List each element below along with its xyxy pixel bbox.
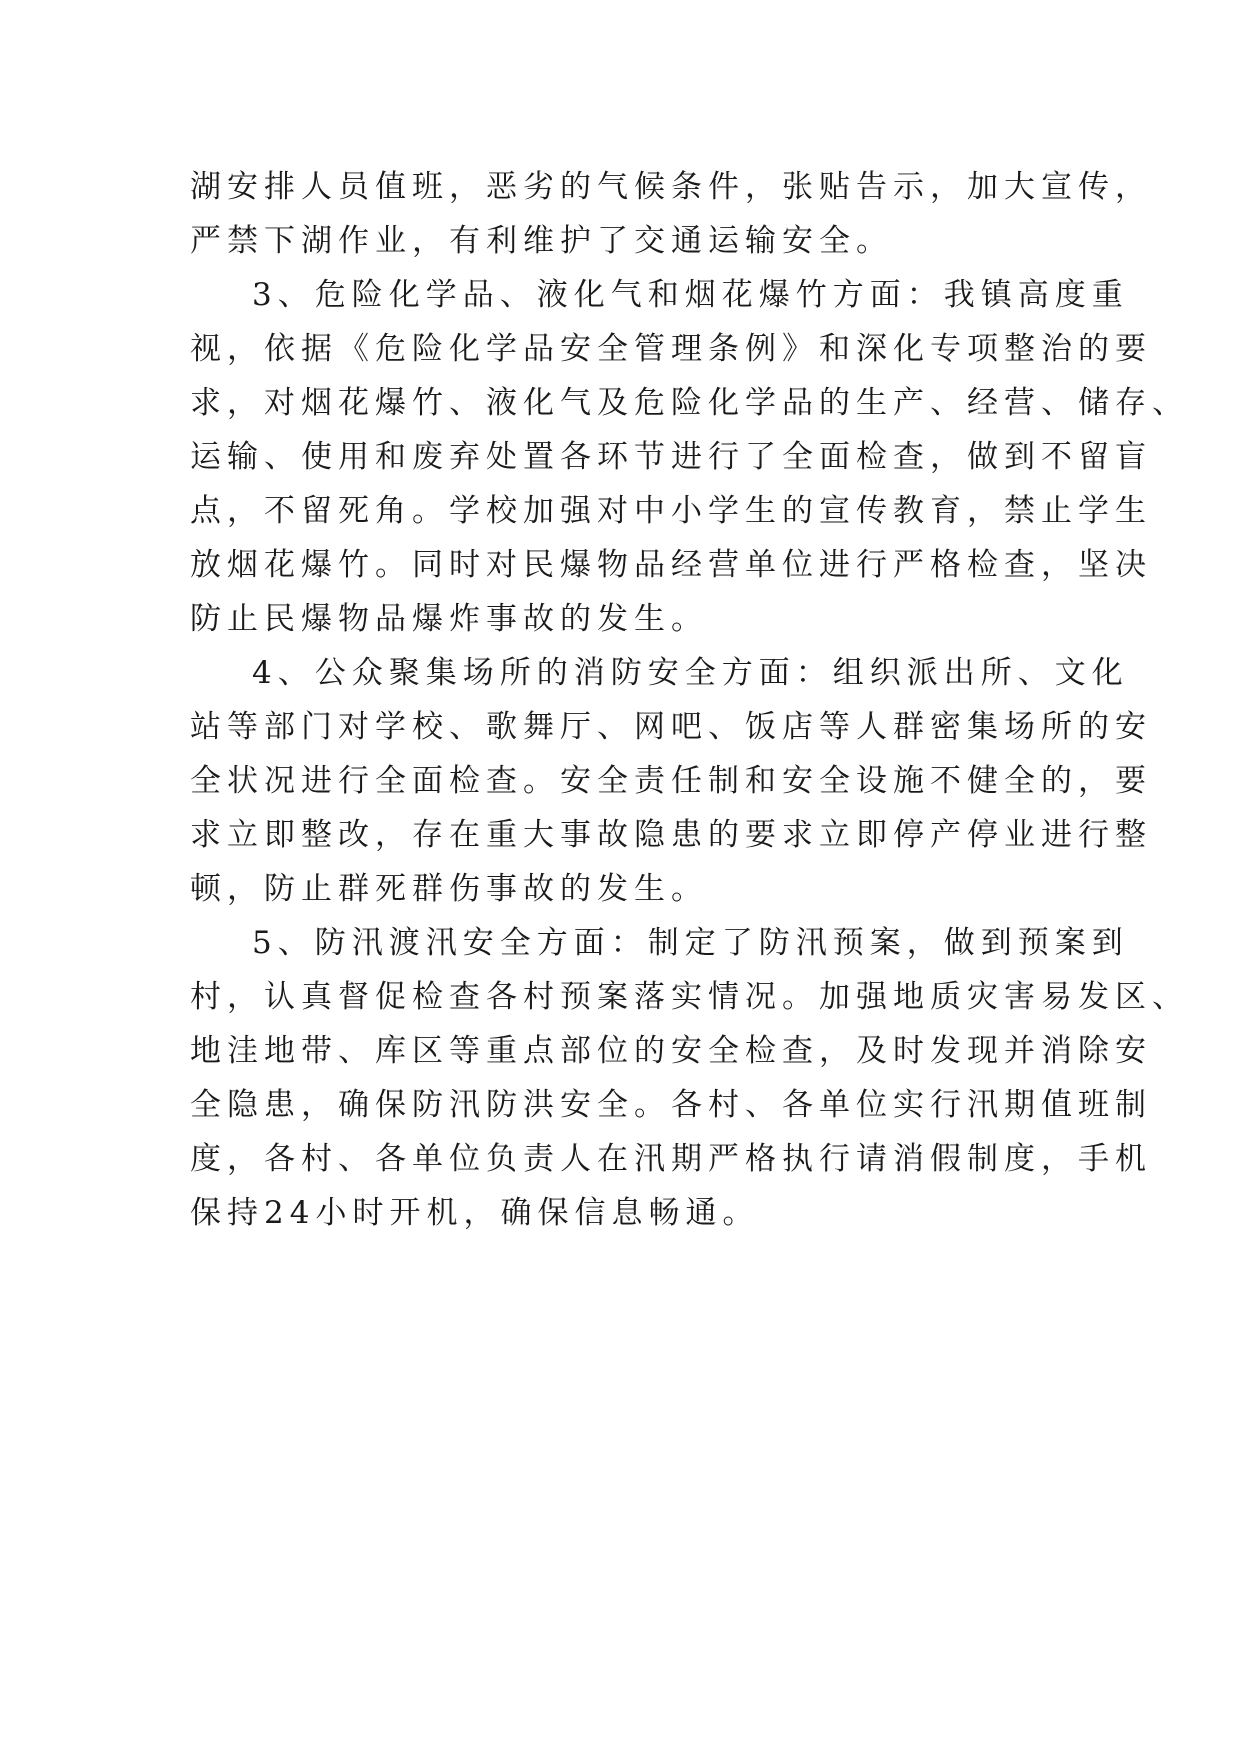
text-line: 全隐患，确保防汛防洪安全。各村、各单位实行汛期值班制 — [190, 1087, 1152, 1123]
text-line: 视，依据《危险化学品安全管理条例》和深化专项整治的要 — [190, 331, 1152, 367]
text-line: 村，认真督促检查各村预案落实情况。加强地质灾害易发区、 — [190, 979, 1189, 1015]
text-line: 防止民爆物品爆炸事故的发生。 — [190, 601, 708, 637]
text-line: 顿，防止群死群伤事故的发生。 — [190, 871, 708, 907]
text-line: 湖安排人员值班，恶劣的气候条件，张贴告示，加大宣传， — [190, 169, 1152, 205]
text-line: 全状况进行全面检查。安全责任制和安全设施不健全的，要 — [190, 763, 1152, 799]
text-line: 度，各村、各单位负责人在汛期严格执行请消假制度，手机 — [190, 1141, 1152, 1177]
paragraph-heading-5: 5、防汛渡汛安全方面：制定了防汛预案，做到预案到 — [252, 925, 1129, 961]
text-line: 保持24小时开机，确保信息畅通。 — [190, 1195, 760, 1231]
text-line: 站等部门对学校、歌舞厅、网吧、饭店等人群密集场所的安 — [190, 709, 1152, 745]
text-line: 求，对烟花爆竹、液化气及危险化学品的生产、经营、储存、 — [190, 385, 1189, 421]
text-line: 放烟花爆竹。同时对民爆物品经营单位进行严格检查，坚决 — [190, 547, 1152, 583]
text-line: 地洼地带、库区等重点部位的安全检查，及时发现并消除安 — [190, 1033, 1152, 1069]
body-text — [190, 160, 1189, 1240]
paragraph-heading-3: 3、危险化学品、液化气和烟花爆竹方面：我镇高度重 — [252, 277, 1129, 313]
text-line: 严禁下湖作业，有利维护了交通运输安全。 — [190, 223, 893, 259]
paragraph-heading-4: 4、公众聚集场所的消防安全方面：组织派出所、文化 — [252, 655, 1129, 691]
text-line: 求立即整改，存在重大事故隐患的要求立即停产停业进行整 — [190, 817, 1152, 853]
text-line: 运输、使用和废弃处置各环节进行了全面检查，做到不留盲 — [190, 439, 1152, 475]
text-line: 点，不留死角。学校加强对中小学生的宣传教育，禁止学生 — [190, 493, 1152, 529]
